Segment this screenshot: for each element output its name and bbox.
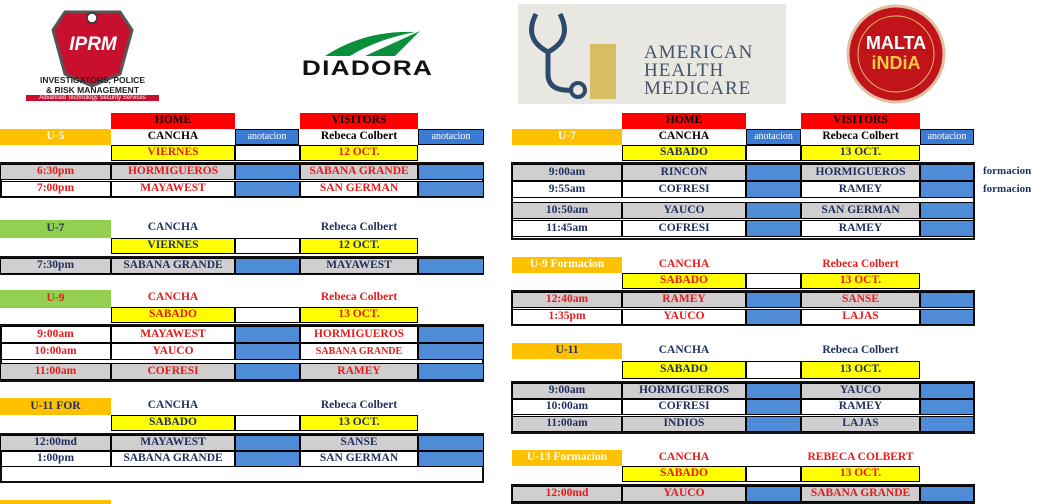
left-u9-visitor-score <box>418 363 484 380</box>
right-u13-home-score <box>746 486 801 502</box>
malta-line2: iNDiA <box>871 53 921 73</box>
right-u9-time: 1:35pm <box>512 309 622 325</box>
right-u13-home-team: YAUCO <box>622 486 746 502</box>
left-u5-visitor-score <box>418 181 484 197</box>
left-u5-venue: CANCHA <box>147 130 199 143</box>
left-u9-visitor-team: SABANA GRANDE <box>300 343 418 360</box>
left-u7-visitor-team: MAYAWEST <box>300 258 418 274</box>
left-u9-home-team: MAYAWEST <box>111 326 235 343</box>
right-u7-date: 13 OCT. <box>801 145 920 161</box>
left-u9-home-team: COFRESI <box>111 363 235 380</box>
ahm-line1: AMERICAN <box>644 42 754 63</box>
diadora-text: DIADORA <box>301 57 434 80</box>
right-u7-visitor-score <box>920 220 974 237</box>
left-u5-gap <box>235 145 300 161</box>
right-u7-time: 10:50am <box>512 202 622 219</box>
right-u7-home-team: COFRESI <box>622 181 746 198</box>
iprm-line2: & RISK MANAGEMENT <box>45 85 140 95</box>
right-u9-time: 12:40am <box>512 292 622 308</box>
left-u11-time: 1:00pm <box>0 451 111 467</box>
left-u9-home-score <box>235 326 300 343</box>
right-u9-visitor-team: SANSE <box>801 292 920 308</box>
left-u9-category: U-9 <box>0 290 111 308</box>
left-u5-host: Rebeca Colbert <box>320 130 398 143</box>
diadora-logo <box>255 28 480 80</box>
left-u9-home-score <box>235 363 300 380</box>
left-u9-time: 9:00am <box>0 326 111 343</box>
right-u11-home-team: INDIOS <box>622 416 746 432</box>
right-u9-home-team: RAMEY <box>622 292 746 308</box>
right-u7-day: SABADO <box>622 145 746 161</box>
right-u9-home-score <box>746 309 801 325</box>
iprm-abbr: IPRM <box>69 34 117 55</box>
right-u13-visitor-score <box>920 486 974 502</box>
right-u7-visitor-team: SAN GERMAN <box>801 202 920 219</box>
left-u5-home-score <box>235 181 300 197</box>
right-home-header: HOME <box>622 113 746 129</box>
left-u7-venue: CANCHA <box>147 221 199 234</box>
right-u7-home-score <box>746 220 801 237</box>
right-u11-time: 11:00am <box>512 416 622 432</box>
left-u9-time: 11:00am <box>0 363 111 380</box>
left-u9-venue: CANCHA <box>147 291 199 304</box>
right-u11-visitor-score <box>920 416 974 432</box>
left-u11-visitor-score <box>418 451 484 467</box>
right-u11-time: 9:00am <box>512 383 622 399</box>
left-u5-time: 7:00pm <box>0 181 111 197</box>
right-u13-host: REBECA COLBERT <box>807 451 914 464</box>
right-u9-day: SABADO <box>622 273 746 289</box>
left-u9-visitor-team: RAMEY <box>300 363 418 380</box>
right-u9-visitor-score <box>920 309 974 325</box>
right-u11-day: SABADO <box>622 361 746 379</box>
left-u11-category: U-11 FOR <box>0 398 111 415</box>
right-u7-venue: CANCHA <box>658 130 710 143</box>
right-u7-side-note-1: formacion <box>983 165 1032 177</box>
left-u9-host: Rebeca Colbert <box>320 291 398 304</box>
left-u9-home-score <box>235 343 300 360</box>
right-u9-host: Rebeca Colbert <box>822 258 899 271</box>
left-u5-home-score <box>235 164 300 180</box>
left-u9-day: SABADO <box>111 307 235 323</box>
left-u11-home-score <box>235 451 300 467</box>
left-u9-visitor-team: HORMIGUEROS <box>300 326 418 343</box>
right-u7-note: anotacion <box>746 129 801 145</box>
right-u7-category: U-7 <box>512 129 622 145</box>
left-u5-time: 6:30pm <box>0 164 111 180</box>
left-u11-home-score <box>235 435 300 451</box>
right-visitors-header: VISITORS <box>801 113 920 129</box>
right-u7-visitor-score <box>920 202 974 219</box>
left-home-header: HOME <box>111 113 235 129</box>
left-u5-date: 12 OCT. <box>300 145 418 161</box>
right-u13-time: 12:00md <box>512 486 622 502</box>
right-u11-visitor-team: RAMEY <box>801 399 920 415</box>
left-u7-home-team: SABANA GRANDE <box>111 258 235 274</box>
iprm-logo <box>20 4 165 104</box>
iprm-line3: Advanced Technology Security Services <box>26 95 159 101</box>
left-u5-note2: anotacion <box>418 129 484 145</box>
right-u7-time: 9:00am <box>512 164 622 181</box>
right-u7-time: 9:55am <box>512 181 622 198</box>
right-u11-visitor-score <box>920 399 974 415</box>
left-u5-visitor-team: SAN GERMAN <box>300 181 418 197</box>
left-u5-category: U-5 <box>0 129 111 145</box>
right-u11-date: 13 OCT. <box>801 361 920 379</box>
right-u11-gap <box>746 361 801 379</box>
left-u11-home-team: MAYAWEST <box>111 435 235 451</box>
right-u7-note2: anotacion <box>920 129 974 145</box>
right-u9-date: 13 OCT. <box>801 273 920 289</box>
left-u9-date: 13 OCT. <box>300 307 418 323</box>
left-u11-visitor-team: SAN GERMAN <box>300 451 418 467</box>
right-u11-visitor-team: LAJAS <box>801 416 920 432</box>
left-u11-venue: CANCHA <box>147 399 199 412</box>
right-u11-home-team: HORMIGUEROS <box>622 383 746 399</box>
right-u9-visitor-score <box>920 292 974 308</box>
left-u11-host: Rebeca Colbert <box>320 399 398 412</box>
right-u11-home-score <box>746 416 801 432</box>
right-u9-home-score <box>746 292 801 308</box>
left-u7-host: Rebeca Colbert <box>320 221 398 234</box>
right-u7-host: Rebeca Colbert <box>822 130 899 143</box>
right-u11-venue: CANCHA <box>658 344 710 357</box>
right-u7-time: 11:45am <box>512 220 622 237</box>
right-u13-date: 13 OCT. <box>801 466 920 482</box>
left-u5-note: anotacion <box>235 129 299 145</box>
left-u9-time: 10:00am <box>0 343 111 360</box>
left-u5-day: VIERNES <box>111 145 235 161</box>
right-u11-host: Rebeca Colbert <box>822 344 899 357</box>
right-u9-gap <box>746 273 801 289</box>
right-u11-category: U-11 <box>512 343 622 359</box>
ahm-line3: MEDICARE <box>644 78 752 99</box>
left-u11-visitor-team: SANSE <box>300 435 418 451</box>
right-u13-category: U-13 Formacion <box>512 450 622 466</box>
right-u9-category: U-9 Formacion <box>512 257 622 273</box>
left-next-category-strip <box>0 500 111 504</box>
left-u5-visitor-team: SABANA GRANDE <box>300 164 418 180</box>
malta-line1: MALTA <box>865 33 927 53</box>
left-u11-gap <box>235 415 300 431</box>
right-u11-visitor-team: YAUCO <box>801 383 920 399</box>
left-u11-date: 13 OCT. <box>300 415 418 431</box>
left-u11-home-team: SABANA GRANDE <box>111 451 235 467</box>
right-u9-home-team: YAUCO <box>622 309 746 325</box>
right-u13-gap <box>746 466 801 482</box>
right-u7-visitor-score <box>920 164 974 181</box>
left-u11-time: 12:00md <box>0 435 111 451</box>
right-u7-visitor-team: RAMEY <box>801 181 920 198</box>
right-u7-visitor-team: HORMIGUEROS <box>801 164 920 181</box>
left-u7-home-score <box>235 258 300 274</box>
left-u7-date: 12 OCT. <box>300 238 418 254</box>
left-u9-visitor-score <box>418 343 484 360</box>
right-u11-home-score <box>746 383 801 399</box>
left-u9-visitor-score <box>418 326 484 343</box>
ahm-logo <box>518 4 786 104</box>
right-u7-home-team: COFRESI <box>622 220 746 237</box>
right-u11-time: 10:00am <box>512 399 622 415</box>
right-u9-venue: CANCHA <box>658 258 710 271</box>
left-u5-visitor-score <box>418 164 484 180</box>
right-u7-visitor-score <box>920 181 974 198</box>
right-u9-visitor-team: LAJAS <box>801 309 920 325</box>
right-u11-visitor-score <box>920 383 974 399</box>
left-u7-category: U-7 <box>0 220 111 238</box>
right-u7-home-score <box>746 181 801 198</box>
left-u11-visitor-score <box>418 435 484 451</box>
right-u7-side-note-2: formacion <box>983 183 1032 195</box>
left-u7-visitor-score <box>418 258 484 274</box>
left-u7-time: 7:30pm <box>0 258 111 274</box>
right-u11-home-team: COFRESI <box>622 399 746 415</box>
right-u13-day: SABADO <box>622 466 746 482</box>
left-u9-home-team: YAUCO <box>111 343 235 360</box>
right-u7-home-score <box>746 164 801 181</box>
left-u5-home-team: MAYAWEST <box>111 181 235 197</box>
left-u9-gap <box>235 307 300 323</box>
right-u7-home-score <box>746 202 801 219</box>
right-u7-visitor-team: RAMEY <box>801 220 920 237</box>
right-u7-gap <box>746 145 801 161</box>
iprm-line1: INVESTIGATORS, POLICE <box>39 75 145 85</box>
ahm-line2: HEALTH <box>644 60 725 81</box>
left-u11-day: SABADO <box>111 415 235 431</box>
right-u7-home-team: RINCON <box>622 164 746 181</box>
malta-india-logo <box>845 3 947 105</box>
left-u7-gap <box>235 238 300 254</box>
right-u11-home-score <box>746 399 801 415</box>
right-u7-home-team: YAUCO <box>622 202 746 219</box>
right-u13-venue: CANCHA <box>658 451 710 464</box>
left-u5-home-team: HORMIGUEROS <box>111 164 235 180</box>
right-u13-visitor-team: SABANA GRANDE <box>801 486 920 502</box>
left-u7-day: VIERNES <box>111 238 235 254</box>
left-visitors-header: VISITORS <box>300 113 418 129</box>
